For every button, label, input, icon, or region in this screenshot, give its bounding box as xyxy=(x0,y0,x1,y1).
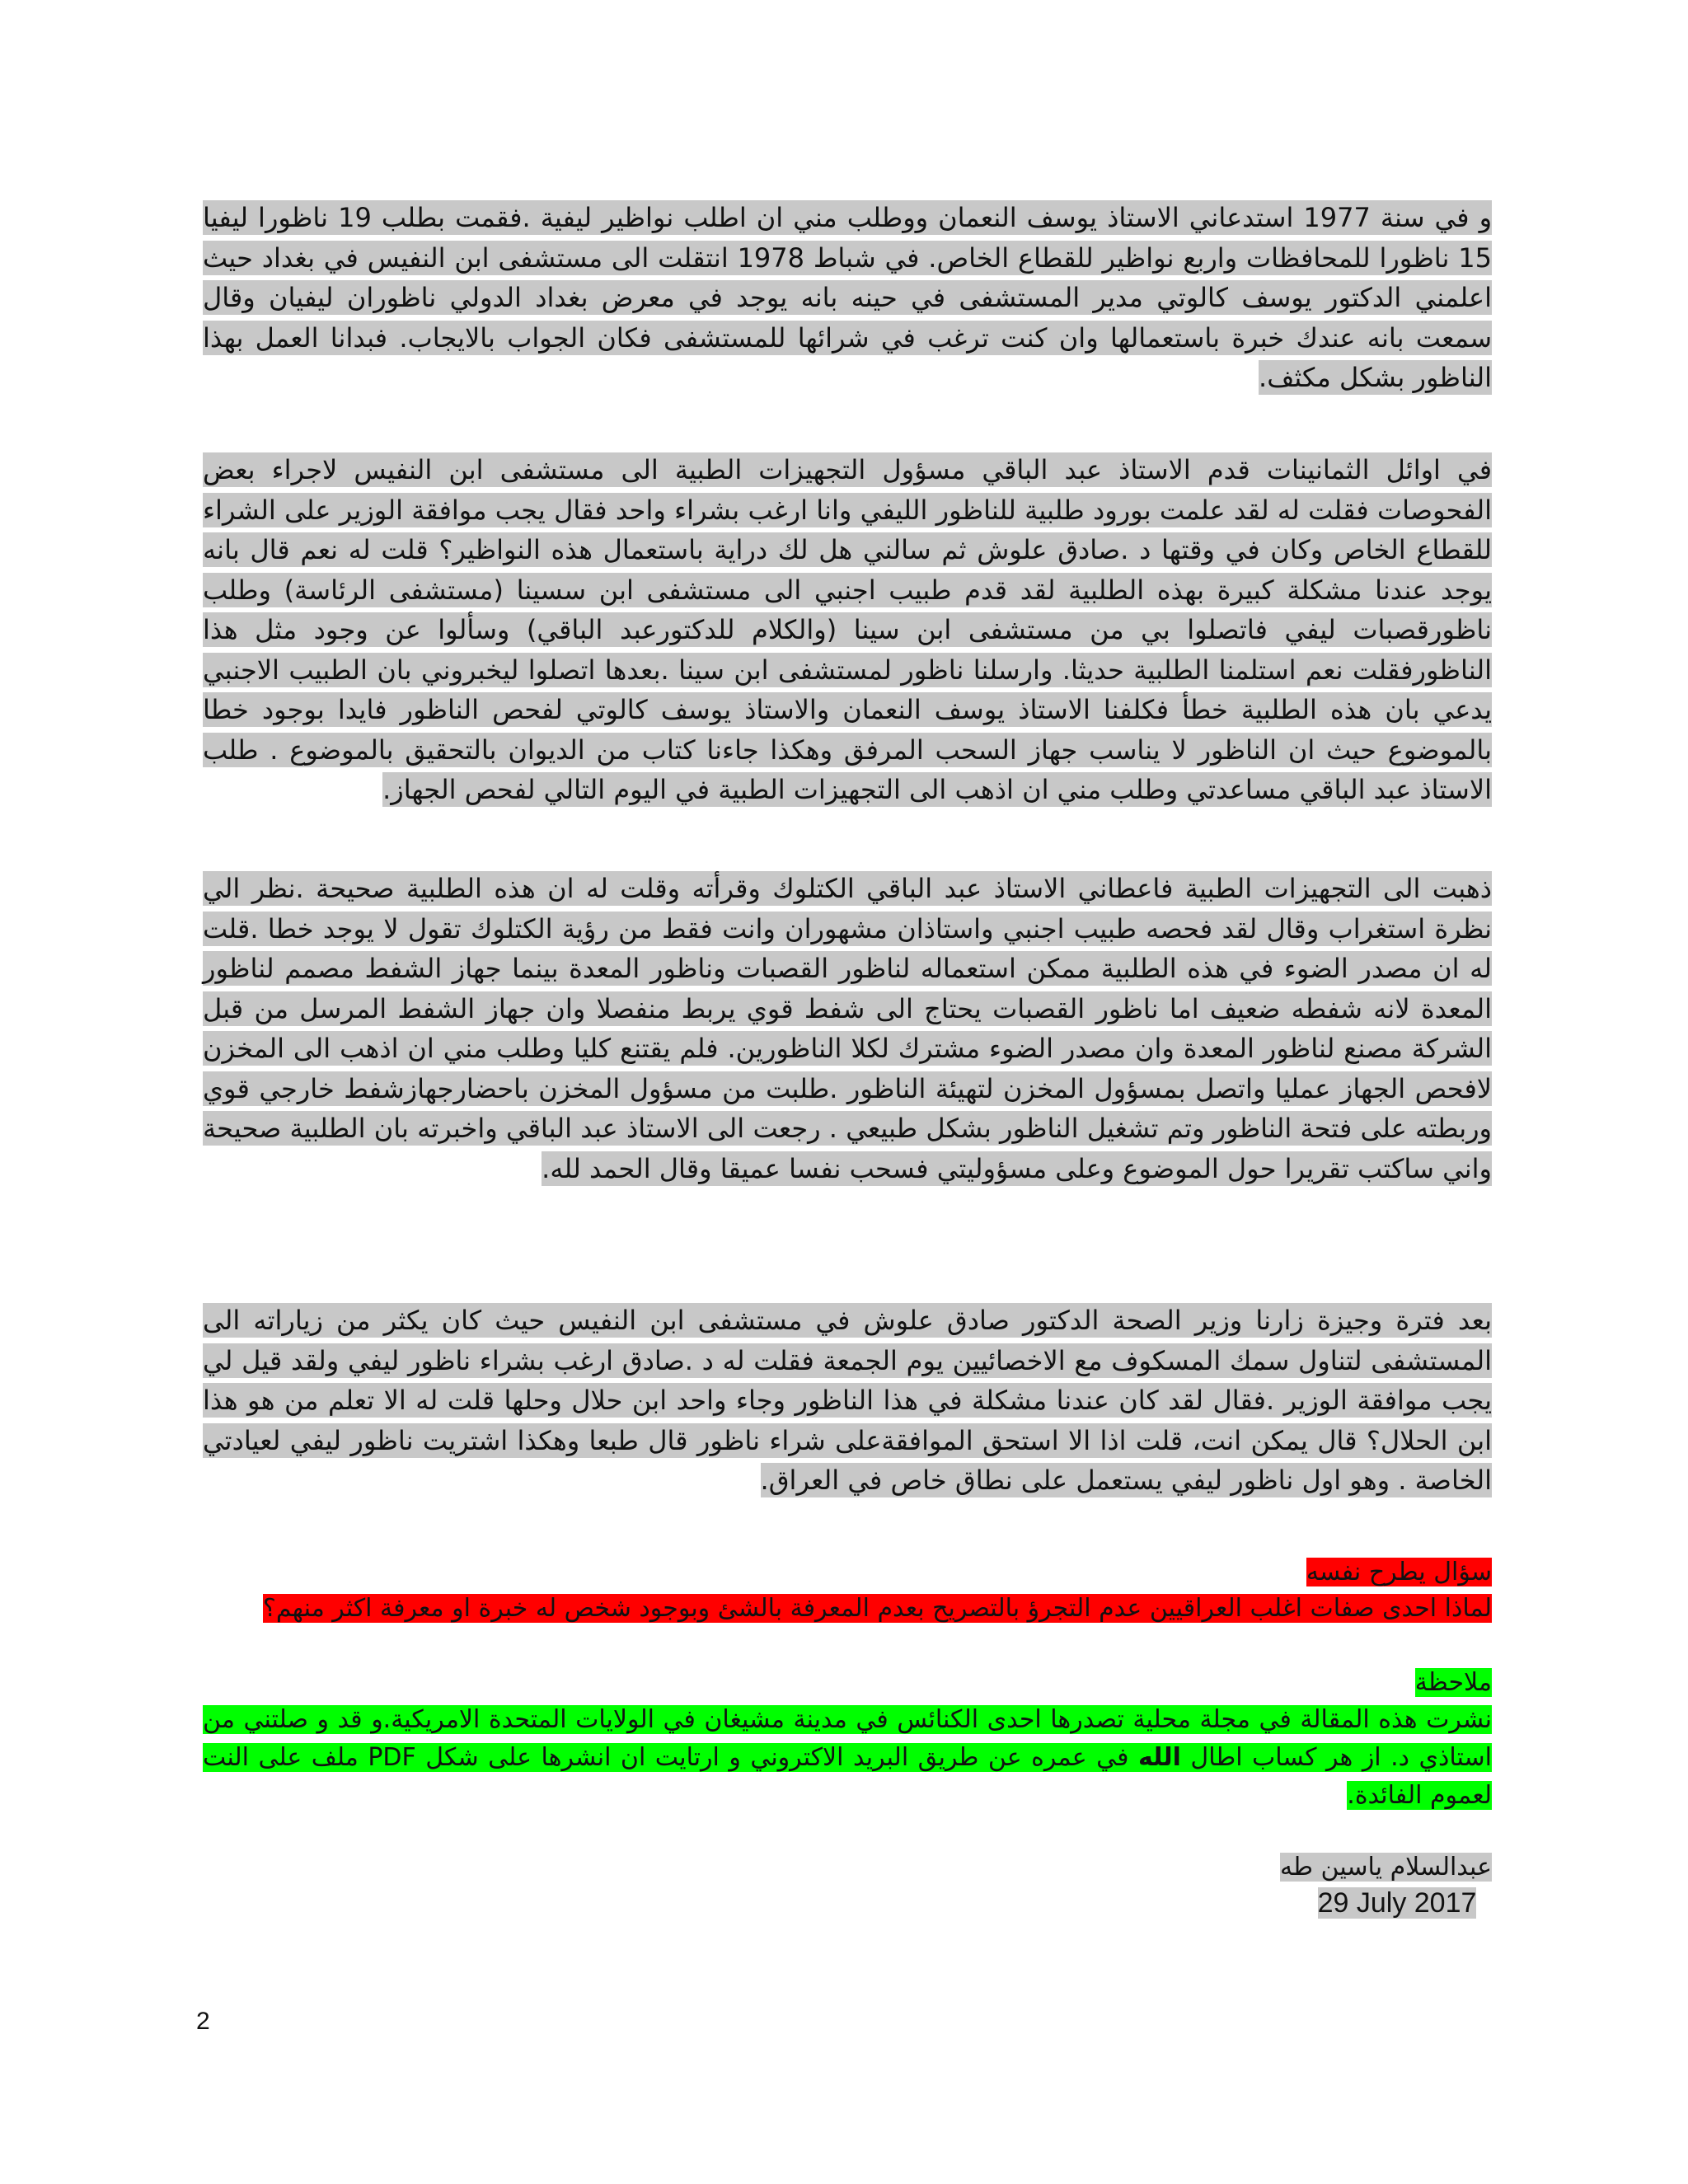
signature-name: عبدالسلام ياسين طه xyxy=(1280,1853,1492,1882)
paragraph-1-text: و في سنة 1977 استدعاني الاستاذ يوسف النعمان ووطلب مني ان اطلب نواظير ليفية .فقمت بطلب 19 ناظورا ليفيا 15 ناظورا للمحافظات واربع نواظير للقطاع الخاص. في شباط 1978 انتقلت الى مستشفى ابن النفيس في بغداد حيث اعلمني الدكتور يوسف كالوتي مدير المستشفى في حينه بانه يوجد في معرض بغداد الدولي ناظوران ليفيان وقال سمعت بانه عندك خبرة باستعمالها وان كنت ترغب في شرائها للمستشفى فكان الجواب بالايجاب. فبدانا العمل بهذا الناظور بشكل مكثف. xyxy=(203,202,1493,393)
note-heading-text: ملاحظة xyxy=(1414,1668,1492,1697)
paragraph-1 xyxy=(203,198,1492,398)
note-text-part1: نشرت هذه المقالة في مجلة محلية تصدرها احدى الكنائس في مدينة مشيغان في الولايات المتحدة الامريكية.و قد و صلتني من استاذي د. از هر كساب اطال xyxy=(203,1705,1492,1772)
note-text-bold: الله xyxy=(1137,1743,1181,1772)
question-heading-text: سؤال يطرح نفسه xyxy=(1306,1558,1492,1586)
paragraph-3-text: ذهبت الى التجهيزات الطبية فاعطاني الاستاذ عبد الباقي الكتلوك وقرأته وقلت له ان هذه الطلبية صحيحة .نظر الي نظرة استغراب وقال لقد فحصه طبيب اجنبي واستاذان مشهوران وانت فقط من رؤية الكتلوك تقول لا يوجد خطا .قلت له ان مصدر الضوء في هذه الطلبية ممكن استعماله لناظور القصبات وناظور المعدة بينما جهاز الشفط مصمم لناظور المعدة لانه شفطه ضعيف اما ناظور القصبات يحتاج الى شفط قوي يربط منفصلا وان جهاز الشفط المرسل من قبل الشركة مصنع لناظور المعدة وان مصدر الضوء مشترك لكلا الناظورين. فلم يقتنع كليا وطلب مني ان اذهب الى المخزن لافحص الجهاز عمليا واتصل بمسؤول المخزن لتهيئة الناظور .طلبت من مسؤول المخزن باحضارجهازشفط خارجي قوي وربطته على فتحة الناظور وتم تشغيل الناظور بشكل طبيعي . رجعت الى الاستاذ عبد الباقي واخبرته بان الطلبية صحيحة واني ساكتب تقريرا حول الموضوع وعلى مسؤوليتي فسحب نفسا عميقا وقال الحمد لله. xyxy=(203,873,1492,1184)
note-text-block xyxy=(203,1701,1492,1815)
question-text-block xyxy=(203,1591,1492,1627)
page-number: 2 xyxy=(196,2008,210,2035)
paragraph-2 xyxy=(203,450,1492,810)
note-text-part2: في عمره عن طريق البريد الاكتروني و ارتايت ان انشرها على شكل PDF ملف على النت لعموم الفائدة. xyxy=(203,1743,1492,1810)
paragraph-4-text: بعد فترة وجيزة زارنا وزير الصحة الدكتور صادق علوش في مستشفى ابن النفيس حيث كان يكثر من زياراته الى المستشفى لتناول سمك المسكوف مع الاخصائيين يوم الجمعة فقلت له د .صادق ارغب بشراء ناظور ليفي ولقد قيل لي يجب موافقة الوزير .فقال لقد كان عندنا مشكلة في هذا الناظور وجاء واحد ابن حلال وحلها قلت له الا تعلم من هو هذا ابن الحلال؟ قال يمكن انت، قلت اذا الا استحق الموافقةعلى شراء ناظور قال طبعا وهكذا اشتريت ناظور ليفي لعيادتي الخاصة . وهو اول ناظور ليفي يستعمل على نطاق خاص في العراق. xyxy=(203,1305,1492,1496)
paragraph-2-text: في اوائل الثمانينات قدم الاستاذ عبد الباقي مسؤول التجهيزات الطبية الى مستشفى ابن النفيس لاجراء بعض الفحوصات فقلت له لقد علمت بورود طلبية للناظور الليفي وانا ارغب بشراء واحد فقال يجب موافقة الوزير على الشراء للقطاع الخاص وكان في وقتها د .صادق علوش ثم سالني هل لك دراية باستعمال هذه النواظير؟ قلت له نعم قال بانه يوجد عندنا مشكلة كبيرة بهذه الطلبية لقد قدم طبيب اجنبي الى مستشفى ابن سسينا (مستشفى الرئاسة) وطلب ناظورقصبات ليفي فاتصلوا بي من مستشفى ابن سينا (والكلام للدكتورعبد الباقي) وسألوا عن وجود مثل هذا الناظورفقلت نعم استلمنا الطلبية حديثا. وارسلنا ناظور لمستشفى ابن سينا .بعدها اتصلوا ليخبروني بان الطبيب الاجنبي يدعي بان هذه الطلبية خطأ فكلفنا الاستاذ يوسف النعمان والاستاذ يوسف كالوتي لفحص الناظور فايدا بوجود خطا بالموضوع حيث ان الناظور لا يناسب جهاز السحب المرفق وهكذا جاءنا كتاب من الديوان بالتحقيق بالموضوع . طلب الاستاذ عبد الباقي مساعدتي وطلب مني ان اذهب الى التجهيزات الطبية في اليوم التالي لفحص الجهاز. xyxy=(203,454,1492,805)
signature-date-text: 29 July 2017 xyxy=(1317,1887,1477,1919)
question-heading xyxy=(203,1554,1492,1591)
paragraph-4 xyxy=(203,1301,1492,1501)
paragraph-3 xyxy=(203,869,1492,1188)
signature-block xyxy=(203,1849,1492,1886)
signature-date xyxy=(1311,1884,1484,1922)
question-text: لماذا احدى صفات اغلب العراقيين عدم التجرؤ بالتصريح بعدم المعرفة بالشئ وبوجود شخص له خبرة او معرفة اكثر منهم؟ xyxy=(262,1594,1492,1623)
note-heading xyxy=(203,1665,1492,1701)
